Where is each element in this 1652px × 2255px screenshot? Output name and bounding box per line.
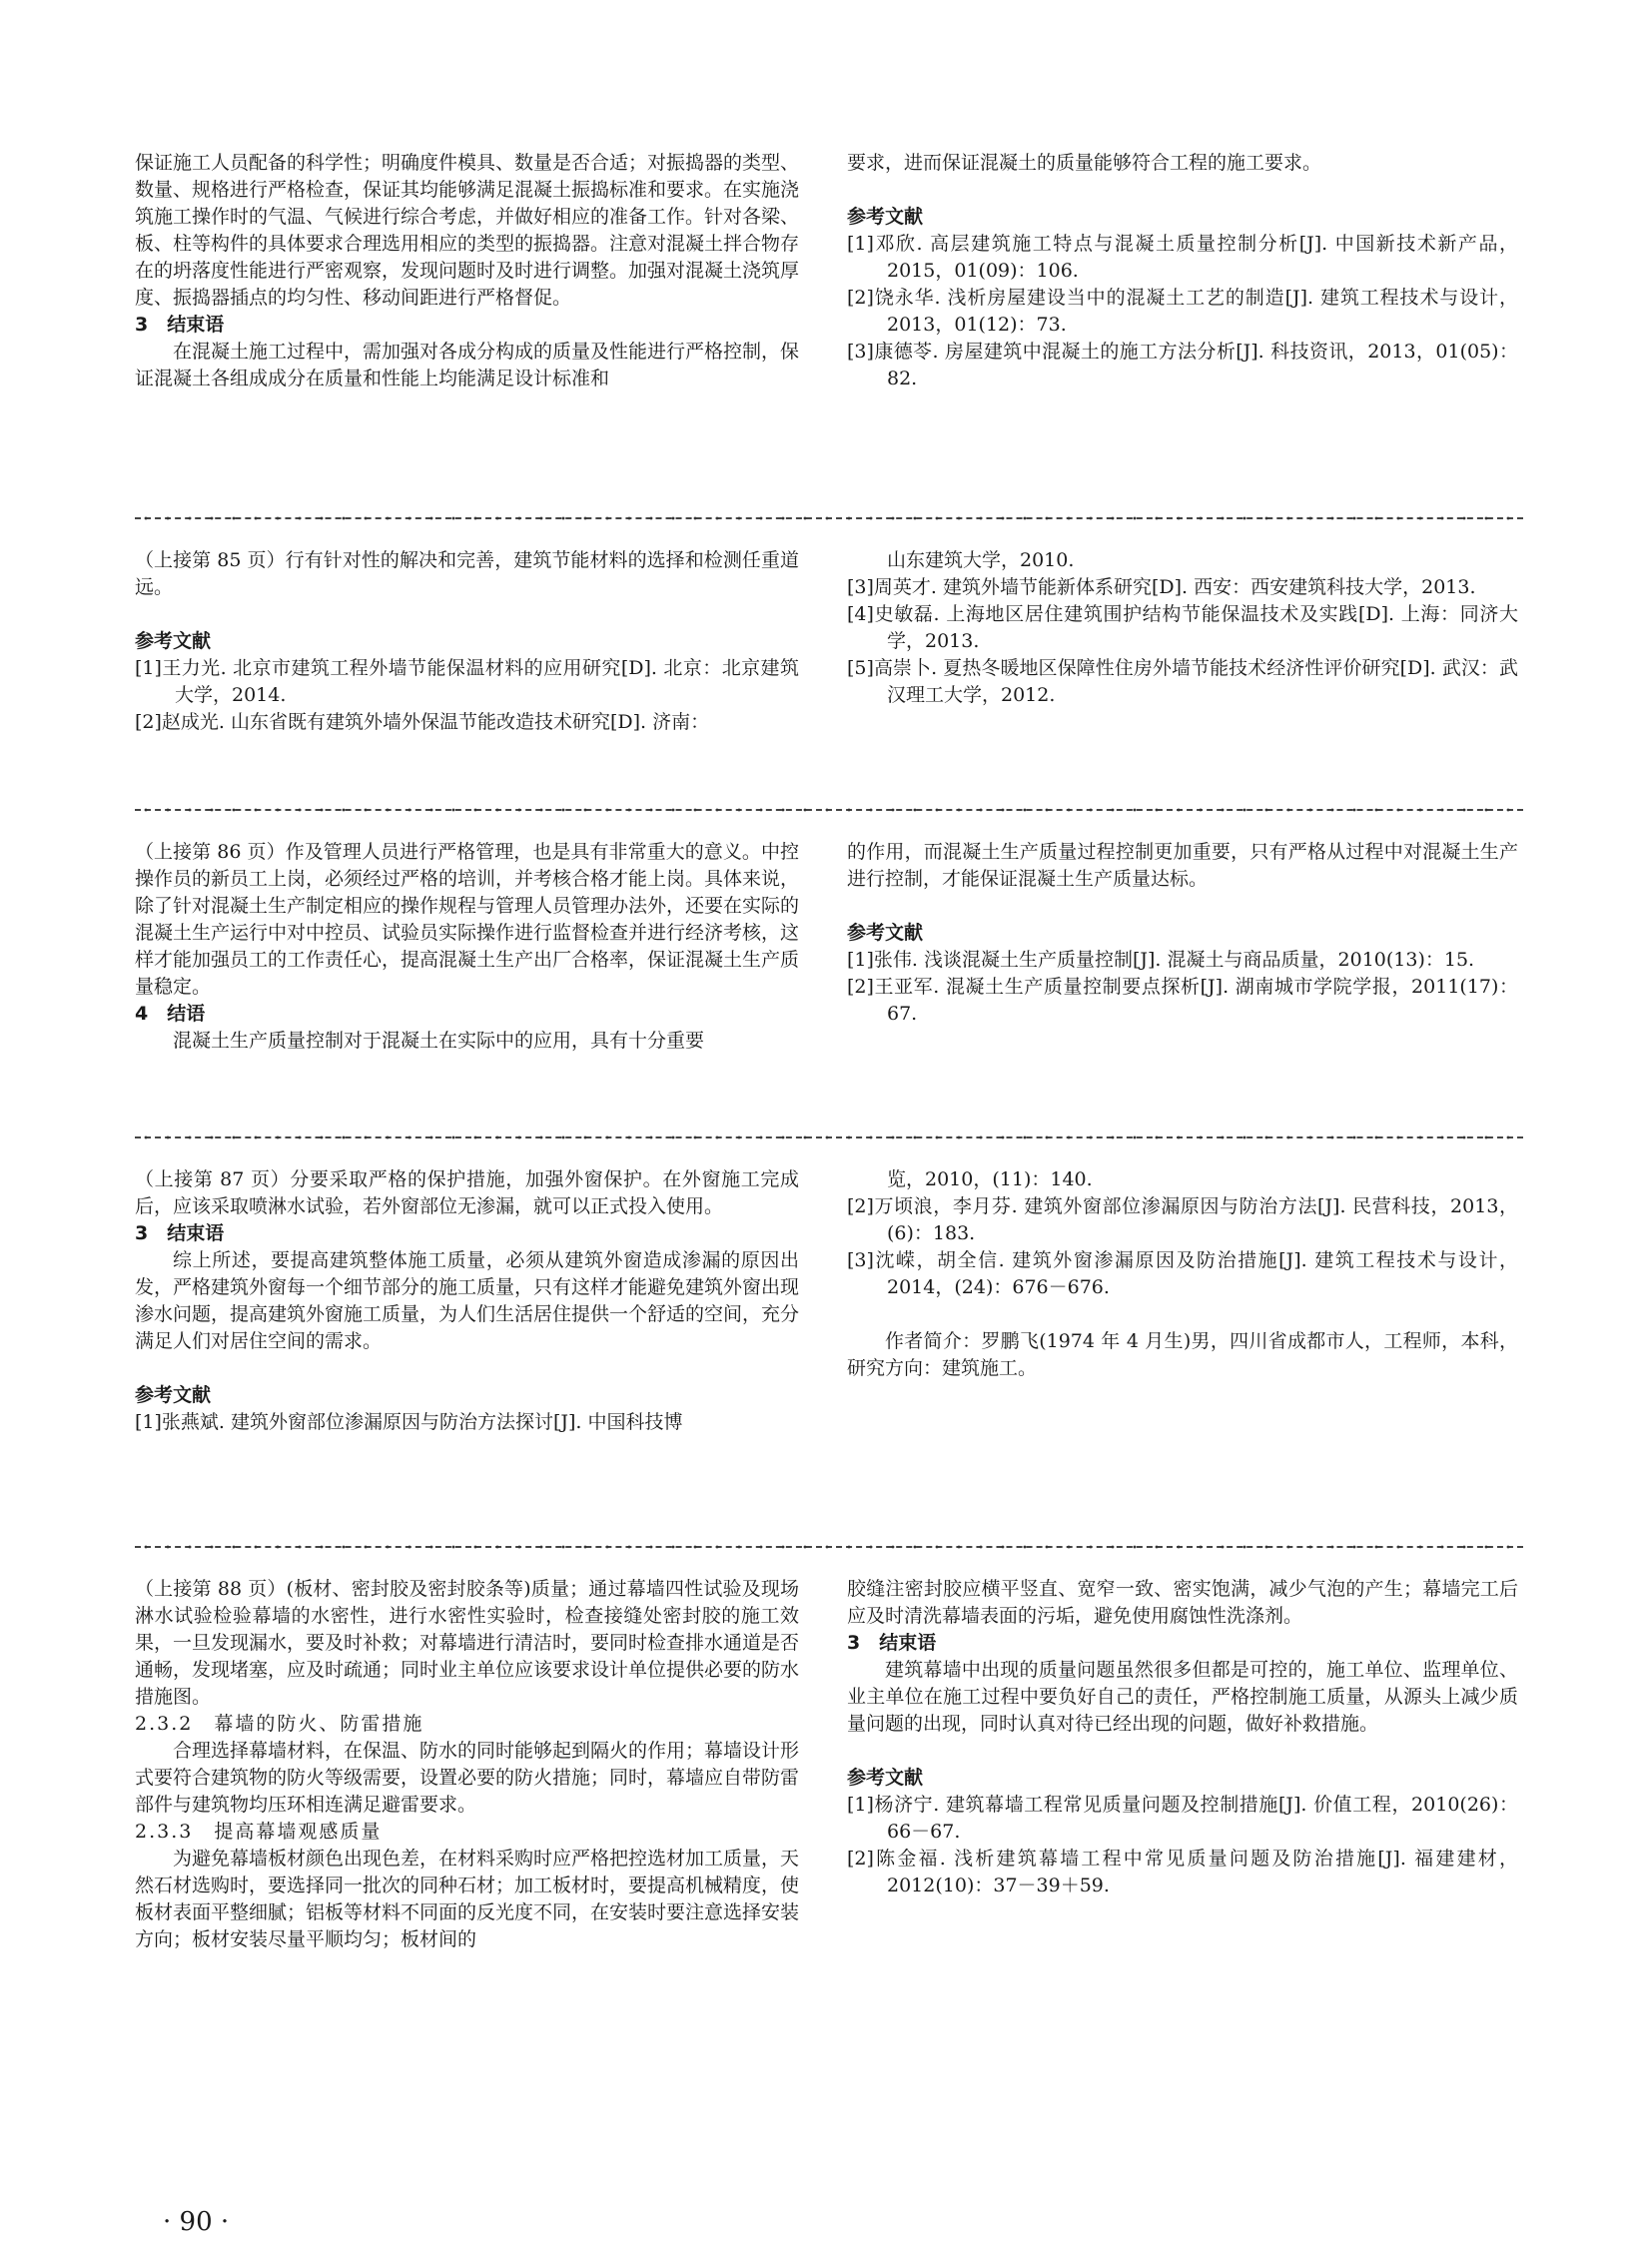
reference-item: [2]赵成光. 山东省既有建筑外墙外保温节能改造技术研究[D]. 济南： [135,711,710,733]
block3-section-heading: 4 结语 [135,1003,206,1025]
block1-paragraph-continued: 要求，进而保证混凝土的质量能够符合工程的施工要求。 [847,152,1322,174]
block3-right-column [847,839,1518,1028]
block3-paragraph: （上接第 86 页）作及管理人员进行严格管理，也是具有非常重大的意义。中控操作员的新员工上岗，必须经过严格的培训，并考核合格才能上岗。具体来说，除了针对混凝土生产制定相应的操作规程与管理人员管理办法外，还要在实际的混凝土生产运行中对中控员、试验员实际操作进行监督检查并进行经济考核，这样才能加强员工的工作责任心，提高混凝土生产出厂合格率，保证混凝土生产质量稳定。 [135,841,800,998]
block1-right-column [847,150,1518,392]
block2-right-column [847,547,1518,709]
block2-paragraph: （上接第 85 页）行有针对性的解决和完善，建筑节能材料的选择和检测任重道远。 [135,549,799,598]
block3-references-title: 参考文献 [847,922,924,944]
block5-left-column [135,1576,799,1953]
block5-right-column [847,1576,1518,1899]
reference-item: [2]王亚军. 混凝土生产质量控制要点探析[J]. 湖南城市学院学报，2011(17)：67. [847,976,1518,1025]
reference-item: [2]万顷浪，李月芬. 建筑外窗部位渗漏原因与防治方法[J]. 民营科技，2013，(6)：183. [847,1195,1518,1244]
block5-paragraph-conclusion: 建筑幕墙中出现的质量问题虽然很多但都是可控的，施工单位、监理单位、业主单位在施工过程中要负好自己的责任，严格控制施工质量，从源头上减少质量问题的出现，同时认真对待已经出现的问题，做好补救措施。 [847,1659,1518,1735]
page-number: · 90 · [163,2207,230,2237]
block5-paragraph: 为避免幕墙板材颜色出现色差，在材料采购时应严格把控选材加工质量，天然石材选购时，要选择同一批次的同种石材；加工板材时，要提高机械精度，使板材表面平整细腻；铝板等材料不同面的反光度不同，在安装时要注意选择安装方向；板材安装尽量平顺均匀；板材间的 [135,1848,800,1950]
block5-subsection-heading: 2.3.3 提高幕墙观感质量 [135,1821,383,1843]
section-divider [135,517,1523,519]
block1-section-heading: 3 结束语 [135,314,225,336]
block4-right-column [847,1166,1518,1382]
block4-paragraph-conclusion: 综上所述，要提高建筑整体施工质量，必须从建筑外窗造成渗漏的原因出发，严格建筑外窗每一个细节部分的施工质量，只有这样才能避免建筑外窗出现渗水问题，提高建筑外窗施工质量，为人们生活居住提供一个舒适的空间，充分满足人们对居住空间的需求。 [135,1249,800,1352]
reference-item: [1]王力光. 北京市建筑工程外墙节能保温材料的应用研究[D]. 北京：北京建筑大学，2014. [135,657,799,706]
block3-paragraph-continued: 的作用，而混凝土生产质量过程控制更加重要，只有严格从过程中对混凝土生产进行控制，才能保证混凝土生产质量达标。 [847,841,1518,890]
reference-item: [1]张伟. 浅谈混凝土生产质量控制[J]. 混凝土与商品质量，2010(13)：15. [847,949,1475,971]
block4-paragraph: （上接第 87 页）分要采取严格的保护措施，加强外窗保护。在外窗施工完成后，应该采取喷淋水试验，若外窗部位无渗漏，就可以正式投入使用。 [135,1168,799,1217]
reference-item: [2]饶永华. 浅析房屋建设当中的混凝土工艺的制造[J]. 建筑工程技术与设计，2013，01(12)：73. [847,287,1518,336]
reference-item: [3]康德苓. 房屋建筑中混凝土的施工方法分析[J]. 科技资讯，2013，01(05)：82. [847,341,1518,389]
block2-references-title: 参考文献 [135,630,212,652]
reference-item: [5]高崇卜. 夏热冬暖地区保障性住房外墙节能技术经济性评价研究[D]. 武汉：武汉理工大学，2012. [847,657,1518,706]
block2-left-column [135,547,799,736]
reference-item: [3]周英才. 建筑外墙节能新体系研究[D]. 西安：西安建筑科技大学，2013. [847,576,1476,598]
block1-left-column [135,150,799,392]
block5-subsection-heading: 2.3.2 幕墙的防火、防雷措施 [135,1713,424,1735]
block5-paragraph-continued: 胶缝注密封胶应横平竖直、宽窄一致、密实饱满，减少气泡的产生；幕墙完工后应及时清洗幕墙表面的污垢，避免使用腐蚀性洗涤剂。 [847,1578,1518,1627]
reference-item: [3]沈嵘，胡全信. 建筑外窗渗漏原因及防治措施[J]. 建筑工程技术与设计，2014，(24)：676－676. [847,1249,1518,1298]
block4-section-heading: 3 结束语 [135,1222,225,1244]
block4-left-column [135,1166,799,1436]
block3-left-column [135,839,799,1055]
block3-paragraph-conclusion: 混凝土生产质量控制对于混凝土在实际中的应用，具有十分重要 [173,1030,705,1052]
block5-section-heading: 3 结束语 [847,1632,937,1654]
block4-references-title: 参考文献 [135,1384,212,1406]
block5-paragraph: （上接第 88 页）(板材、密封胶及密封胶条等)质量；通过幕墙四性试验及现场淋水试验检验幕墙的水密性，进行水密性实验时，检查接缝处密封胶的施工效果，一旦发现漏水，要及时补救；对幕墙进行清洁时，要同时检查排水通道是否通畅，发现堵塞，应及时疏通；同时业主单位应该要求设计单位提供必要的防水措施图。 [135,1578,800,1708]
section-divider [135,1546,1523,1548]
section-divider [135,1136,1523,1138]
reference-item: [1]张燕斌. 建筑外窗部位渗漏原因与防治方法探讨[J]. 中国科技博 [135,1411,683,1433]
section-divider [135,809,1523,811]
block5-paragraph: 合理选择幕墙材料，在保温、防水的同时能够起到隔火的作用；幕墙设计形式要符合建筑物的防火等级需要，设置必要的防火措施；同时，幕墙应自带防雷部件与建筑物均压环相连满足避雷要求。 [135,1740,800,1816]
block1-references-title: 参考文献 [847,206,924,228]
block5-references-title: 参考文献 [847,1767,924,1789]
author-bio: 作者简介：罗鹏飞(1974 年 4 月生)男，四川省成都市人，工程师，本科，研究方向：建筑施工。 [847,1330,1518,1379]
block1-paragraph: 保证施工人员配备的科学性；明确度件模具、数量是否合适；对振捣器的类型、数量、规格进行严格检查，保证其均能够满足混凝土振捣标准和要求。在实施浇筑施工操作时的气温、气候进行综合考虑，并做好相应的准备工作。针对各梁、板、柱等构件的具体要求合理选用相应的类型的振捣器。注意对混凝土拌合物存在的坍落度性能进行严密观察，发现问题时及时进行调整。加强对混凝土浇筑厚度、振捣器插点的均匀性、移动间距进行严格督促。 [135,152,800,309]
reference-item: [1]邓欣. 高层建筑施工特点与混凝土质量控制分析[J]. 中国新技术新产品，2015，01(09)：106. [847,233,1518,282]
reference-item: [1]杨济宁. 建筑幕墙工程常见质量问题及控制措施[J]. 价值工程，2010(26)：66－67. [847,1794,1518,1843]
reference-item: [2]陈金福. 浅析建筑幕墙工程中常见质量问题及防治措施[J]. 福建建材，2012(10)：37－39＋59. [847,1848,1518,1896]
block1-paragraph-conclusion: 在混凝土施工过程中，需加强对各成分构成的质量及性能进行严格控制，保证混凝土各组成成分在质量和性能上均能满足设计标准和 [135,341,800,389]
reference-item-continued: 山东建筑大学，2010. [887,549,1075,571]
reference-item: [4]史敏磊. 上海地区居住建筑围护结构节能保温技术及实践[D]. 上海：同济大学，2013. [847,603,1518,652]
reference-item-continued: 览，2010，(11)：140. [887,1168,1093,1190]
